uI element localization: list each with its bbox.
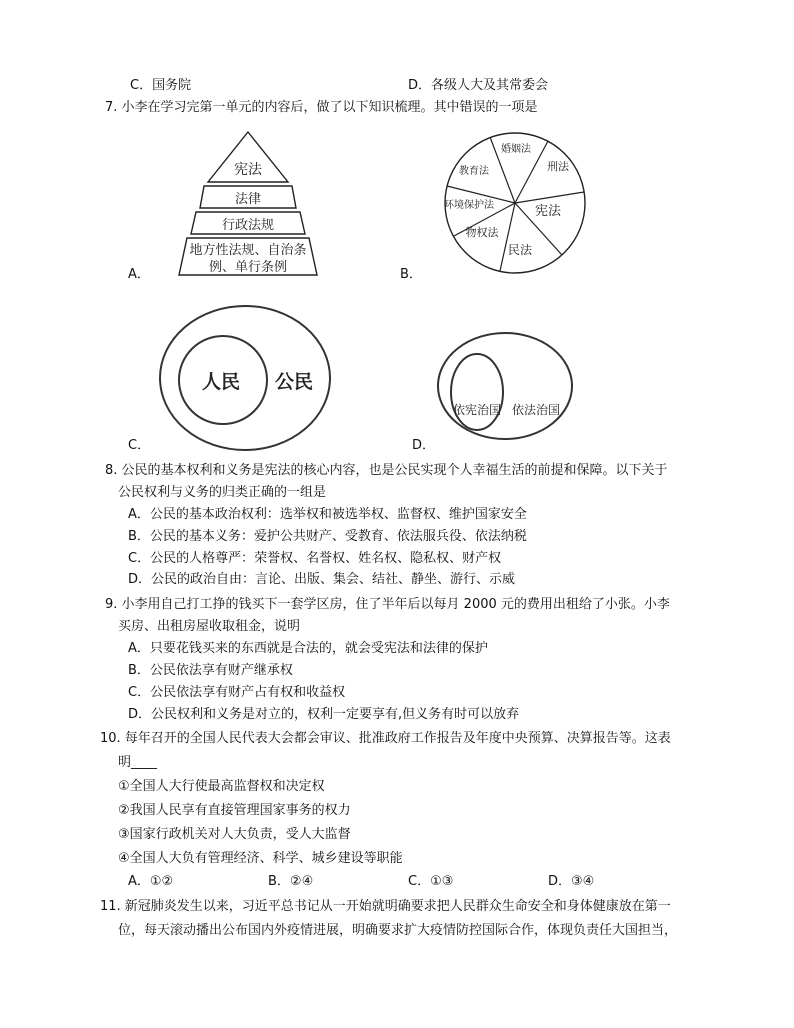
q10-item-1: ①全国人大行使最高监督权和决定权 [118,779,325,794]
pie-label-6: 物权法 [465,226,499,239]
q9-stem-line-1: 9. 小李用自己打工挣的钱买下一套学区房，住了半年后以每月 2000 元的费用出租给了小张。小李 [105,597,670,612]
q10-stem-line-1: 10. 每年召开的全国人民代表大会都会审议、批准政府工作报告及年度中央预算、决算报告等。这表 [100,731,671,746]
q8-option-b: B．公民的基本义务：爱护公共财产、受教育、依法服兵役、依法纳税 [128,529,527,544]
q9-option-b: B．公民依法享有财产继承权 [128,663,293,678]
q9-option-d: D．公民权利和义务是对立的，权利一定要享有,但义务有时可以放弃 [128,707,520,722]
circle-outer-label-d: 依法治国 [511,403,561,417]
q10-option-a: A．①② [128,874,174,889]
pie-label-1: 婚姻法 [501,144,531,155]
pie-diagram [430,128,600,278]
q8-option-a: A．公民的基本政治权利：选举权和被选举权、监督权、维护国家安全 [128,507,527,522]
pie-label-3: 教育法 [459,166,489,177]
q7-option-c-label: C． [128,438,151,453]
q10-item-3: ③国家行政机关对人大负责，受人大监督 [118,827,351,842]
q7-option-d-label: D． [412,438,436,453]
q11-stem-line-2: 位，每天滚动播出公布国内外疫情进展，明确要求扩大疫情防控国际合作，体现负责任大国担当， [118,923,678,938]
pie-label-2: 刑法 [547,160,569,173]
pyramid-level-1: 宪法 [234,162,262,178]
q7-stem: 7. 小李在学习完第一单元的内容后，做了以下知识梳理。其中错误的一项是 [105,100,538,115]
circles-diagram-d [436,330,576,442]
q6-option-d: D．各级人大及其常委会 [408,78,549,93]
q10-item-2: ②我国人民享有直接管理国家事务的权力 [118,803,351,818]
circles-diagram-c [155,300,335,450]
q9-option-a: A．只要花钱买来的东西就是合法的，就会受宪法和法律的保护 [128,641,488,656]
pie-label-7: 民法 [507,243,533,257]
q10-option-d: D．③④ [548,874,595,889]
q7-option-b-label: B． [400,267,422,282]
circle-outer-label-c: 公民 [274,371,314,393]
q8-stem-line-1: 8. 公民的基本权利和义务是宪法的核心内容，也是公民实现个人幸福生活的前提和保障。以下关于 [105,463,668,478]
q10-item-4: ④全国人大负有管理经济、科学、城乡建设等职能 [118,851,403,866]
pie-label-4: 环境保护法 [444,200,494,211]
pie-label-5: 宪法 [534,204,562,219]
q9-option-c: C．公民依法享有财产占有权和收益权 [128,685,346,700]
pyramid-diagram [160,130,340,280]
q8-option-c: C．公民的人格尊严：荣誉权、名誉权、姓名权、隐私权、财产权 [128,551,502,566]
q9-stem-line-2: 买房、出租房屋收取租金，说明 [118,619,301,634]
pyramid-level-2: 法律 [234,192,262,207]
q10-option-b: B．②④ [268,874,314,889]
pyramid-level-4a: 地方性法规、自治条 [189,243,307,258]
q8-option-d: D．公民的政治自由：言论、出版、集会、结社、静坐、游行、示威 [128,572,516,587]
pyramid-level-4b: 例、单行条例 [208,260,288,275]
q7-option-a-label: A． [128,267,150,282]
circle-inner-label-c: 人民 [201,371,241,393]
q6-option-c: C．国务院 [130,78,192,93]
q10-stem-line-2: 明____ [118,755,158,770]
circle-inner-label-d: 依宪治国 [452,403,502,417]
q10-option-c: C．①③ [408,874,454,889]
pyramid-level-3: 行政法规 [221,218,275,233]
q8-stem-line-2: 公民权利与义务的归类正确的一组是 [118,485,327,500]
q11-stem-line-1: 11. 新冠肺炎发生以来，习近平总书记从一开始就明确要求把人民群众生命安全和身体健康放在第一 [100,899,671,914]
